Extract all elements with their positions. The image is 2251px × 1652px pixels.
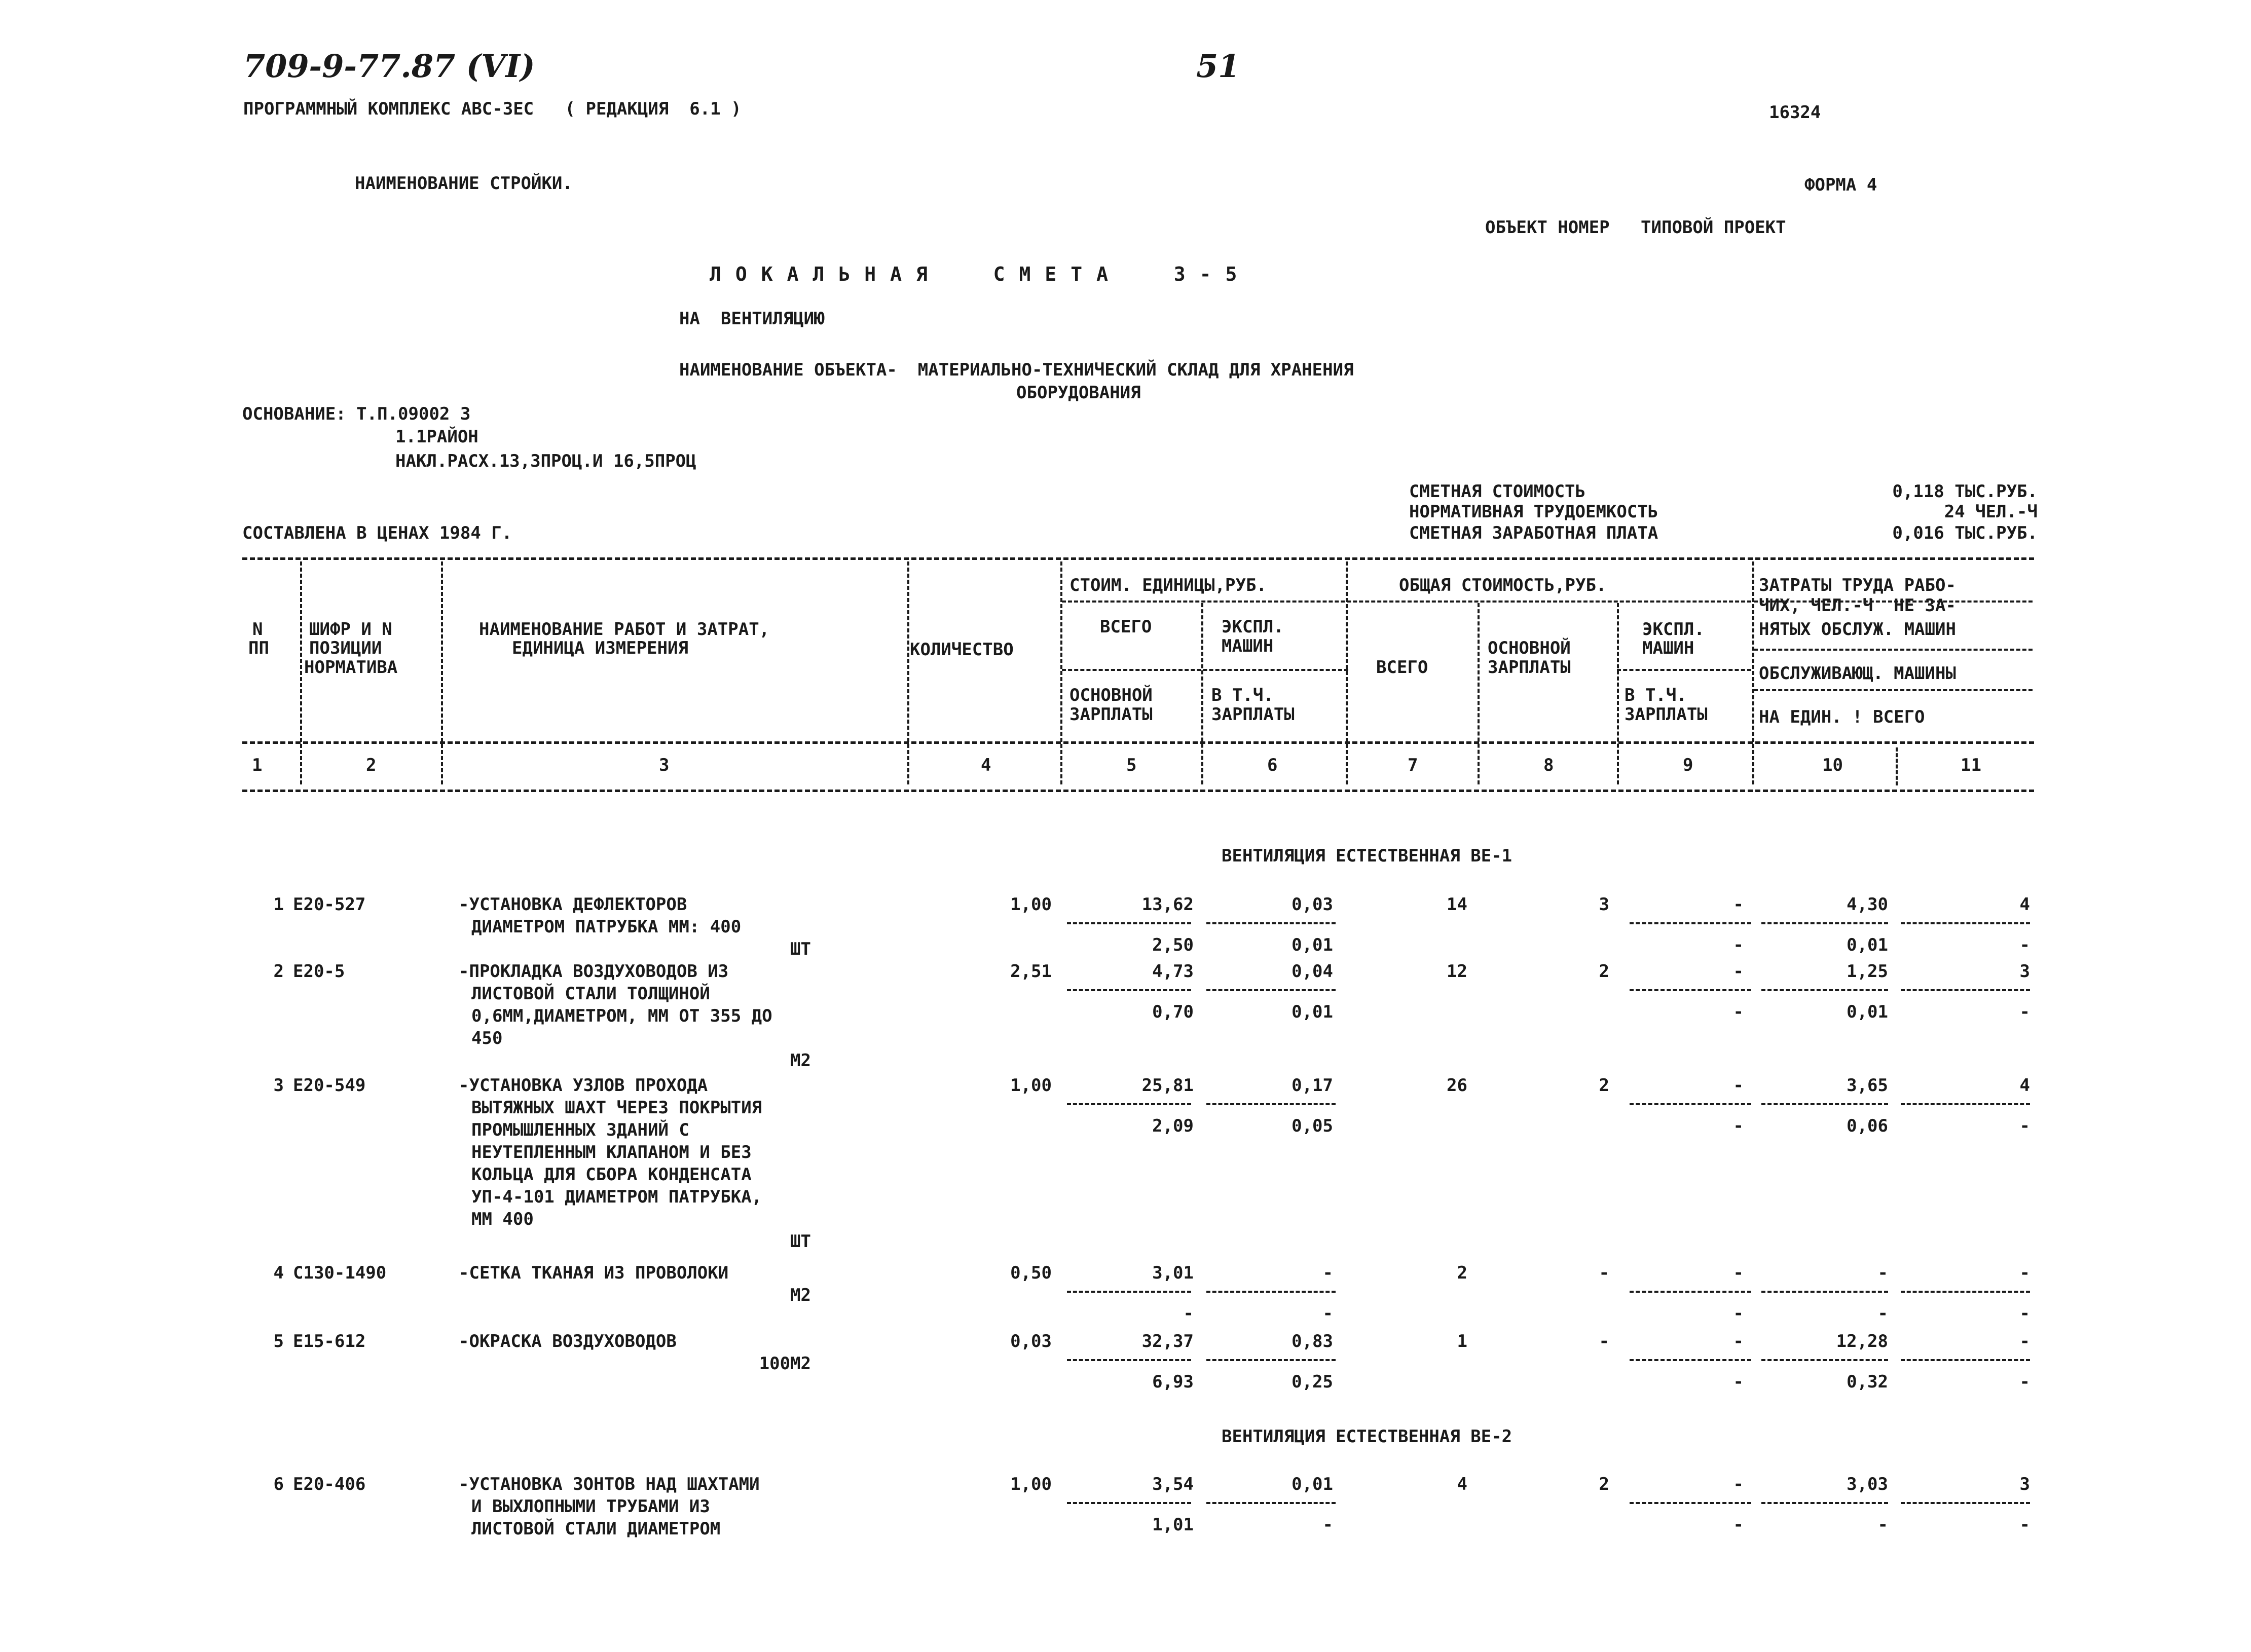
row-unit-rule: [1067, 922, 1191, 924]
hdr-unit-total: ВСЕГО: [1100, 617, 1152, 637]
hdr-labor-c: НЯТЫХ ОБСЛУЖ. МАШИН: [1759, 619, 1956, 640]
composed-prices: СОСТАВЛЕНА В ЦЕНАХ 1984 Г.: [242, 523, 512, 543]
row-unit: 100М2: [759, 1354, 811, 1374]
summary-labor-value: 24 ЧЕЛ.-Ч: [1944, 502, 2038, 522]
hdr-unit-mach-wage-a: В Т.Ч.: [1211, 685, 1274, 705]
object-number: ОБЪЕКТ НОМЕР ТИПОВОЙ ПРОЕКТ: [1485, 217, 1786, 238]
hdr-labor-e: НА ЕДИН. ! ВСЕГО: [1759, 707, 1925, 727]
mach-sub-rule: [1617, 669, 1751, 671]
row-quantity: 2,51: [1010, 961, 1052, 982]
row-total: 14: [1447, 894, 1467, 915]
row-description-line: 450: [471, 1028, 503, 1048]
row-unit-mach: -: [1322, 1263, 1333, 1283]
row-labor-rule: [1761, 922, 1888, 924]
row-labor-unit: 3,65: [1847, 1075, 1888, 1096]
row-labor-total: -: [2019, 1331, 2030, 1351]
row-unit-wage: 2,50: [1152, 935, 1194, 955]
row-labor-rule: [1761, 1502, 1888, 1504]
row-unit: ШТ: [790, 939, 811, 959]
row-total-mach-wage: -: [1733, 1372, 1744, 1392]
row-labor-rule: [1761, 1359, 1888, 1361]
row-code: Е20-5: [293, 961, 345, 982]
hdr-desc-b: ЕДИНИЦА ИЗМЕРЕНИЯ: [512, 638, 688, 658]
row-total-mach-rule: [1630, 989, 1751, 991]
row-labor-service-unit: 0,32: [1847, 1372, 1888, 1392]
row-unit-total: 25,81: [1141, 1075, 1194, 1096]
row-total: 2: [1457, 1263, 1467, 1283]
col-sep-1: [300, 561, 302, 784]
row-unit-mach: 0,03: [1291, 894, 1333, 915]
basis-line3: НАКЛ.РАСХ.13,3ПРОЦ.И 16,5ПРОЦ: [395, 451, 696, 471]
row-unit-rule: [1067, 1502, 1191, 1504]
hdr-num-b: ПП: [248, 638, 269, 658]
summary-cost-value: 0,118 ТЫС.РУБ.: [1892, 481, 2038, 502]
construction-name: НАИМЕНОВАНИЕ СТРОЙКИ.: [355, 173, 573, 194]
row-unit-wage: 0,70: [1152, 1002, 1194, 1022]
row-quantity: 1,00: [1010, 894, 1052, 915]
row-total-mach-rule: [1630, 1359, 1751, 1361]
row-unit-mach: 0,83: [1291, 1331, 1333, 1351]
row-number: 1: [273, 894, 284, 915]
row-labor-service-total: -: [2019, 1303, 2030, 1324]
row-description-line: -ПРОКЛАДКА ВОЗДУХОВОДОВ ИЗ: [459, 961, 729, 982]
row-labor-unit: 1,25: [1847, 961, 1888, 982]
row-unit-mach-rule: [1206, 1359, 1336, 1361]
row-description-line: ЛИСТОВОЙ СТАЛИ ДИАМЕТРОМ: [471, 1519, 721, 1539]
row-quantity: 1,00: [1010, 1075, 1052, 1096]
row-total-mach: -: [1733, 894, 1744, 915]
row-description-line: ПРОМЫШЛЕННЫХ ЗДАНИЙ С: [471, 1120, 689, 1140]
row-code: С130-1490: [293, 1263, 387, 1283]
hdr-total-mach-b: МАШИН: [1642, 638, 1694, 658]
row-labor-unit: 4,30: [1847, 894, 1888, 915]
col-number-1: 1: [252, 755, 263, 775]
row-labor-rule: [1761, 1103, 1888, 1105]
row-unit-mach-rule: [1206, 922, 1336, 924]
table-numbers-rule: [242, 790, 2034, 792]
hdr-unit-mach-wage-b: ЗАРПЛАТЫ: [1211, 704, 1295, 725]
row-total-wage: -: [1599, 1331, 1609, 1351]
row-unit-mach: 0,17: [1291, 1075, 1333, 1096]
row-labor-total-rule: [1901, 922, 2030, 924]
row-number: 5: [273, 1331, 284, 1351]
row-unit-wage: 2,09: [1152, 1116, 1194, 1136]
row-labor-service-total: -: [2019, 1002, 2030, 1022]
col-sep-10: [1896, 747, 1898, 785]
row-labor-service-unit: 0,01: [1847, 1002, 1888, 1022]
row-labor-total: 4: [2019, 894, 2030, 915]
row-total-mach: -: [1733, 1474, 1744, 1494]
row-labor-service-unit: 0,01: [1847, 935, 1888, 955]
row-labor-total-rule: [1901, 1502, 2030, 1504]
summary-wage-value: 0,016 ТЫС.РУБ.: [1892, 523, 2038, 543]
row-unit-rule: [1067, 1103, 1191, 1105]
form-label: ФОРМА 4: [1804, 175, 1877, 195]
col-sep-8: [1617, 603, 1619, 784]
hdr-code-c: НОРМАТИВА: [304, 657, 398, 678]
hdr-unit-mach-a: ЭКСПЛ.: [1222, 617, 1284, 637]
table-top-rule: [242, 557, 2034, 560]
row-description-line: ЛИСТОВОЙ СТАЛИ ТОЛЩИНОЙ: [471, 984, 710, 1004]
row-number: 6: [273, 1474, 284, 1494]
document-number: 16324: [1769, 102, 1821, 123]
row-labor-service-total: -: [2019, 1515, 2030, 1535]
row-unit-mach-wage: 0,05: [1291, 1116, 1333, 1136]
hdr-unit-wage-b: ЗАРПЛАТЫ: [1069, 704, 1153, 725]
row-total-mach-wage: -: [1733, 1515, 1744, 1535]
row-total-mach-rule: [1630, 922, 1751, 924]
col-sep-6: [1346, 561, 1348, 784]
hdr-labor-d: ОБСЛУЖИВАЮЩ. МАШИНЫ: [1759, 663, 1956, 684]
row-quantity: 0,50: [1010, 1263, 1052, 1283]
row-unit-rule: [1067, 989, 1191, 991]
row-unit-mach-wage: 0,01: [1291, 935, 1333, 955]
col-sep-7: [1478, 603, 1480, 784]
row-unit-rule: [1067, 1359, 1191, 1361]
row-total-wage: 3: [1599, 894, 1609, 915]
hdr-total: ВСЕГО: [1376, 657, 1428, 678]
col-sep-4: [1060, 561, 1062, 784]
row-unit-mach-wage: 0,01: [1291, 1002, 1333, 1022]
row-total-wage: 2: [1599, 961, 1609, 982]
col-number-3: 3: [659, 755, 670, 775]
hdr-total-wage-b: ЗАРПЛАТЫ: [1488, 657, 1571, 678]
row-description-line: -СЕТКА ТКАНАЯ ИЗ ПРОВОЛОКИ: [459, 1263, 729, 1283]
summary-cost-label: СМЕТНАЯ СТОИМОСТЬ: [1409, 481, 1585, 502]
hdr-total-mach-wage-b: ЗАРПЛАТЫ: [1625, 704, 1708, 725]
hdr-code-a: ШИФР И N: [309, 619, 392, 640]
row-unit-wage: 6,93: [1152, 1372, 1194, 1392]
row-total-wage: -: [1599, 1263, 1609, 1283]
row-total-mach-wage: -: [1733, 1116, 1744, 1136]
row-labor-total-rule: [1901, 1359, 2030, 1361]
row-labor-unit: 12,28: [1836, 1331, 1888, 1351]
object-name-line2: ОБОРУДОВАНИЯ: [1016, 383, 1141, 403]
estimate-title: ЛОКАЛЬНАЯ СМЕТА 3-5: [710, 263, 1251, 285]
table-header-rule: [242, 741, 2034, 744]
row-number: 4: [273, 1263, 284, 1283]
row-code: Е20-549: [293, 1075, 366, 1096]
row-total-mach-rule: [1630, 1291, 1751, 1293]
row-unit-mach-wage: -: [1322, 1515, 1333, 1535]
row-number: 2: [273, 961, 284, 982]
basis-line2: 1.1РАЙОН: [395, 427, 478, 447]
col-number-8: 8: [1543, 755, 1554, 775]
row-labor-rule: [1761, 989, 1888, 991]
hdr-qty: КОЛИЧЕСТВО: [910, 640, 1014, 660]
row-description-line: И ВЫХЛОПНЫМИ ТРУБАМИ ИЗ: [471, 1496, 710, 1517]
row-unit-total: 3,01: [1152, 1263, 1194, 1283]
row-total-wage: 2: [1599, 1075, 1609, 1096]
row-total: 12: [1447, 961, 1467, 982]
labor-sub-rule-2: [1754, 649, 2033, 651]
row-unit-rule: [1067, 1291, 1191, 1293]
hdr-num-a: N: [252, 619, 263, 640]
row-code: Е15-612: [293, 1331, 366, 1351]
hdr-total-wage-a: ОСНОВНОЙ: [1488, 638, 1571, 658]
row-total-mach-rule: [1630, 1103, 1751, 1105]
row-unit: ШТ: [790, 1231, 811, 1252]
row-description-line: КОЛЬЦА ДЛЯ СБОРА КОНДЕНСАТА: [471, 1165, 752, 1185]
row-description-line: -УСТАНОВКА ЗОНТОВ НАД ШАХТАМИ: [459, 1474, 760, 1494]
row-labor-service-total: -: [2019, 1116, 2030, 1136]
section-heading-ve1: ВЕНТИЛЯЦИЯ ЕСТЕСТВЕННАЯ ВЕ-1: [1222, 846, 1512, 866]
col-number-4: 4: [981, 755, 991, 775]
hdr-total-mach-wage-a: В Т.Ч.: [1625, 685, 1687, 705]
col-number-9: 9: [1683, 755, 1693, 775]
row-description-line: -ОКРАСКА ВОЗДУХОВОДОВ: [459, 1331, 677, 1351]
estimate-subject: НА ВЕНТИЛЯЦИЮ: [679, 309, 825, 329]
row-labor-service-unit: -: [1877, 1515, 1888, 1535]
row-unit-mach: 0,01: [1291, 1474, 1333, 1494]
hdr-unit-mach-b: МАШИН: [1222, 636, 1274, 656]
handwritten-project-code: 709-9-77.87 (VI): [243, 48, 535, 85]
row-labor-service-total: -: [2019, 1372, 2030, 1392]
row-total-mach: -: [1733, 1075, 1744, 1096]
handwritten-page-number: 51: [1196, 48, 1240, 85]
col-number-6: 6: [1267, 755, 1278, 775]
row-labor-service-total: -: [2019, 935, 2030, 955]
hdr-code-b: ПОЗИЦИИ: [309, 638, 382, 658]
summary-labor-label: НОРМАТИВНАЯ ТРУДОЕМКОСТЬ: [1409, 502, 1658, 522]
col-number-7: 7: [1408, 755, 1418, 775]
row-description-line: НЕУТЕПЛЕННЫМ КЛАПАНОМ И БЕЗ: [471, 1142, 752, 1162]
row-description-line: ММ 400: [471, 1209, 534, 1229]
row-labor-total-rule: [1901, 1291, 2030, 1293]
unit-cost-sub-rule: [1062, 669, 1348, 671]
row-code: Е20-527: [293, 894, 366, 915]
row-labor-total: -: [2019, 1263, 2030, 1283]
row-total: 1: [1457, 1331, 1467, 1351]
col-number-5: 5: [1126, 755, 1137, 775]
col-sep-3: [907, 561, 909, 784]
row-unit-mach-rule: [1206, 1291, 1336, 1293]
row-unit-total: 32,37: [1141, 1331, 1194, 1351]
row-unit-mach-rule: [1206, 989, 1336, 991]
row-unit-mach-wage: -: [1322, 1303, 1333, 1324]
labor-sub-rule-3: [1754, 689, 2033, 691]
row-unit-mach-rule: [1206, 1502, 1336, 1504]
section-heading-ve2: ВЕНТИЛЯЦИЯ ЕСТЕСТВЕННАЯ ВЕ-2: [1222, 1426, 1512, 1447]
row-unit-total: 3,54: [1152, 1474, 1194, 1494]
row-unit: М2: [790, 1285, 811, 1305]
row-unit-total: 13,62: [1141, 894, 1194, 915]
row-description-line: УП-4-101 ДИАМЕТРОМ ПАТРУБКА,: [471, 1187, 762, 1207]
hdr-total-mach-a: ЭКСПЛ.: [1642, 619, 1705, 640]
row-description-line: ВЫТЯЖНЫХ ШАХТ ЧЕРЕЗ ПОКРЫТИЯ: [471, 1098, 762, 1118]
row-labor-service-unit: -: [1877, 1303, 1888, 1324]
row-unit-total: 4,73: [1152, 961, 1194, 982]
hdr-unit-cost: СТОИМ. ЕДИНИЦЫ,РУБ.: [1069, 575, 1267, 595]
row-labor-total: 3: [2019, 961, 2030, 982]
row-unit-wage: -: [1183, 1303, 1194, 1324]
row-total-mach-wage: -: [1733, 1002, 1744, 1022]
row-unit-mach-rule: [1206, 1103, 1336, 1105]
group-sub-rule: [1062, 600, 1751, 603]
object-name-line1: НАИМЕНОВАНИЕ ОБЪЕКТА- МАТЕРИАЛЬНО-ТЕХНИЧЕСКИЙ СКЛАД ДЛЯ ХРАНЕНИЯ: [679, 360, 1354, 380]
row-labor-total-rule: [1901, 989, 2030, 991]
summary-wage-label: СМЕТНАЯ ЗАРАБОТНАЯ ПЛАТА: [1409, 523, 1658, 543]
row-labor-total: 3: [2019, 1474, 2030, 1494]
row-total-mach: -: [1733, 1263, 1744, 1283]
row-total-mach-wage: -: [1733, 935, 1744, 955]
row-total-mach: -: [1733, 1331, 1744, 1351]
row-number: 3: [273, 1075, 284, 1096]
col-sep-9: [1752, 561, 1754, 784]
row-labor-service-unit: 0,06: [1847, 1116, 1888, 1136]
row-code: Е20-406: [293, 1474, 366, 1494]
row-labor-rule: [1761, 1291, 1888, 1293]
col-number-10: 10: [1822, 755, 1843, 775]
row-total-mach-wage: -: [1733, 1303, 1744, 1324]
row-total: 26: [1447, 1075, 1467, 1096]
row-unit-mach: 0,04: [1291, 961, 1333, 982]
row-unit-mach-wage: 0,25: [1291, 1372, 1333, 1392]
row-quantity: 1,00: [1010, 1474, 1052, 1494]
row-labor-total-rule: [1901, 1103, 2030, 1105]
hdr-unit-wage-a: ОСНОВНОЙ: [1069, 685, 1153, 705]
col-number-2: 2: [366, 755, 377, 775]
row-quantity: 0,03: [1010, 1331, 1052, 1351]
hdr-total-cost: ОБЩАЯ СТОИМОСТЬ,РУБ.: [1399, 575, 1607, 595]
col-number-11: 11: [1961, 755, 1981, 775]
row-description-line: 0,6ММ,ДИАМЕТРОМ, ММ ОТ 355 ДО: [471, 1006, 772, 1026]
row-unit: М2: [790, 1050, 811, 1071]
hdr-desc-a: НАИМЕНОВАНИЕ РАБОТ И ЗАТРАТ,: [479, 619, 770, 640]
col-sep-2: [441, 561, 443, 784]
row-total-mach: -: [1733, 961, 1744, 982]
col-sep-5: [1201, 603, 1203, 784]
row-labor-unit: 3,03: [1847, 1474, 1888, 1494]
program-line: ПРОГРАММНЫЙ КОМПЛЕКС АВС-ЗЕС ( РЕДАКЦИЯ 6.1 ): [243, 99, 742, 119]
row-total-wage: 2: [1599, 1474, 1609, 1494]
hdr-labor-b: ЧИХ, ЧЕЛ.-Ч НЕ ЗА-: [1759, 595, 1956, 616]
row-unit-wage: 1,01: [1152, 1515, 1194, 1535]
row-labor-total: 4: [2019, 1075, 2030, 1096]
row-total-mach-rule: [1630, 1502, 1751, 1504]
row-total: 4: [1457, 1474, 1467, 1494]
row-labor-unit: -: [1877, 1263, 1888, 1283]
row-description-line: -УСТАНОВКА ДЕФЛЕКТОРОВ: [459, 894, 687, 915]
hdr-labor-a: ЗАТРАТЫ ТРУДА РАБО-: [1759, 575, 1956, 595]
row-description-line: ДИАМЕТРОМ ПАТРУБКА ММ: 400: [471, 917, 742, 937]
basis-line1: ОСНОВАНИЕ: Т.П.09002 3: [242, 404, 471, 424]
row-description-line: -УСТАНОВКА УЗЛОВ ПРОХОДА: [459, 1075, 708, 1096]
